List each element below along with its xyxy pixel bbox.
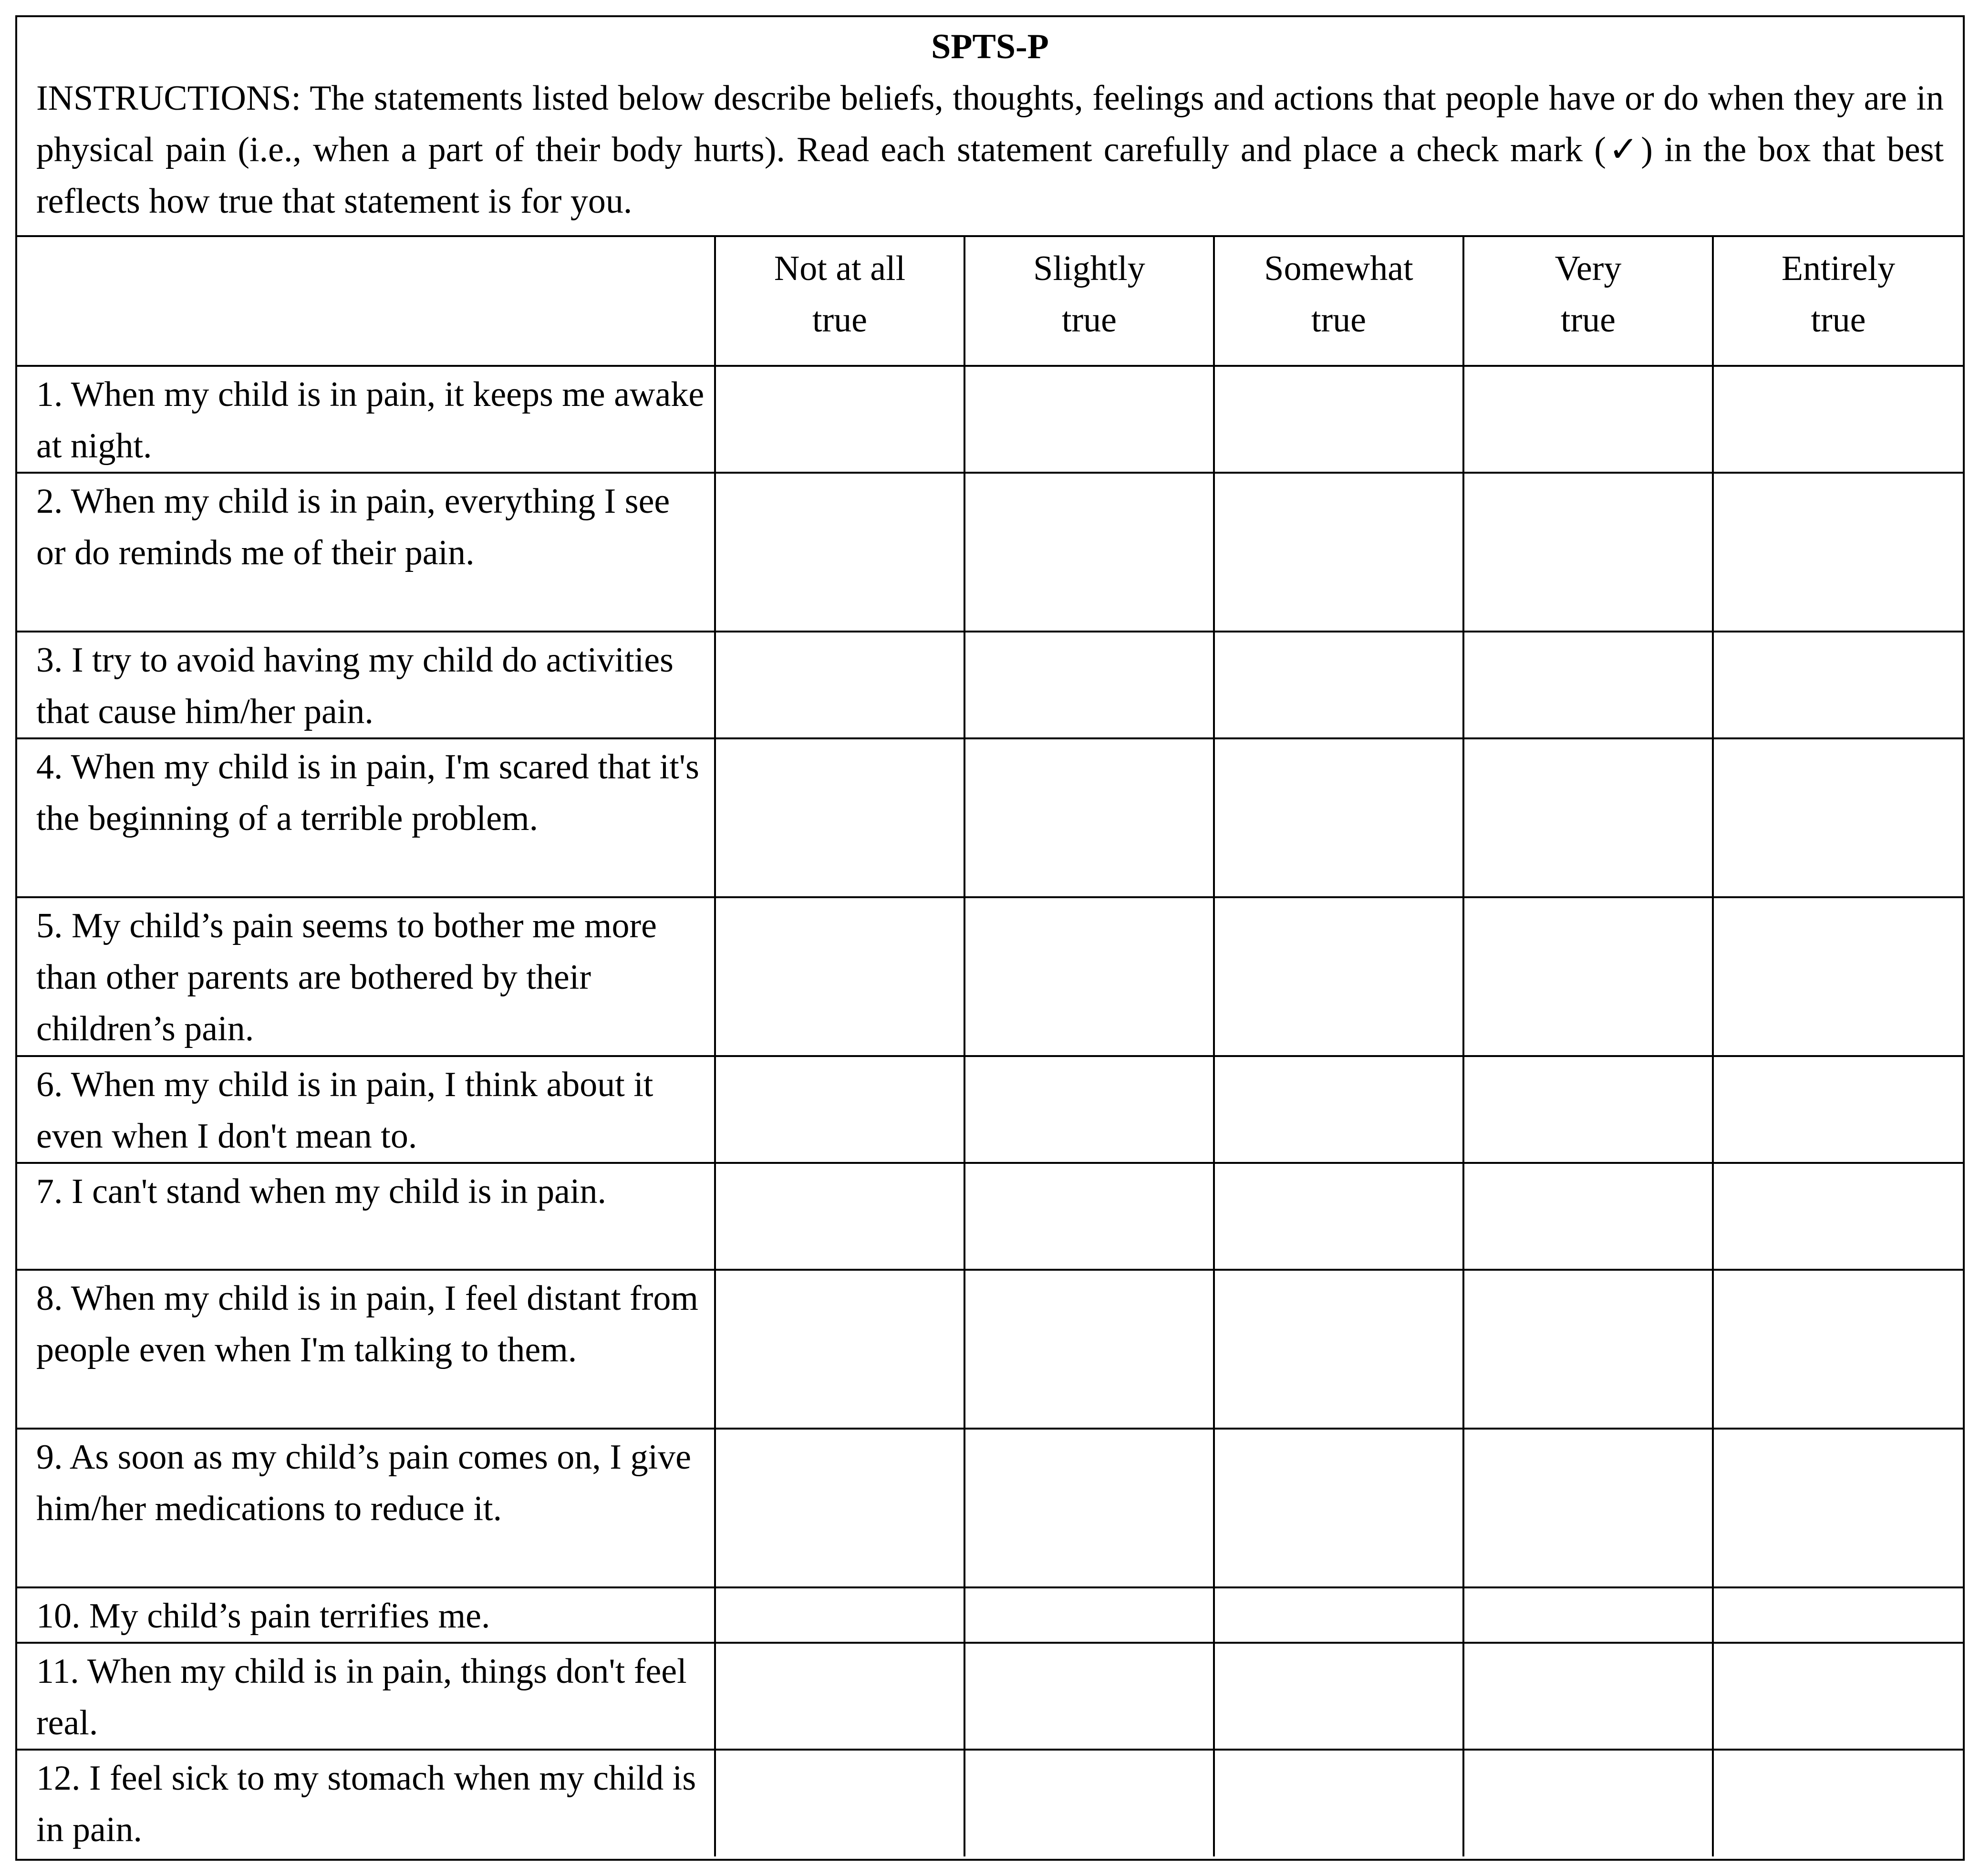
item-statement: 12. I feel sick to my stomach when my child is in pain. <box>17 1750 715 1856</box>
column-header-label-line2: true <box>1811 301 1866 340</box>
response-box-very-true[interactable] <box>1463 897 1713 1056</box>
response-box-somewhat-true[interactable] <box>1214 1163 1463 1270</box>
response-box-very-true[interactable] <box>1463 473 1713 632</box>
response-box-not-at-all-true[interactable] <box>715 738 964 897</box>
response-box-slightly-true[interactable] <box>964 366 1214 473</box>
column-header-label-line2: true <box>1560 301 1616 340</box>
item-row <box>17 1270 1963 1429</box>
instructions-text: INSTRUCTIONS: The statements listed below describe beliefs, thoughts, feelings and actions that people have or do when they are in physical pain (i.e., when a part of their body hurts). Read each statement carefully and place a check mark (✓) in the box that best reflects how true that statement is for you. <box>36 79 1944 221</box>
form-header <box>17 17 1963 237</box>
item-row <box>17 897 1963 1056</box>
item-statement: 1. When my child is in pain, it keeps me awake at night. <box>17 366 715 473</box>
response-box-not-at-all-true[interactable] <box>715 1587 964 1643</box>
response-box-not-at-all-true[interactable] <box>715 473 964 632</box>
response-box-somewhat-true[interactable] <box>1214 1587 1463 1643</box>
item-statement: 8. When my child is in pain, I feel distant from people even when I'm talking to them. <box>17 1270 715 1429</box>
item-statement: 9. As soon as my child’s pain comes on, I give him/her medications to reduce it. <box>17 1429 715 1587</box>
column-header-somewhat-true <box>1214 237 1463 366</box>
response-box-slightly-true[interactable] <box>964 1587 1214 1643</box>
statement-column-header <box>17 237 715 366</box>
response-box-not-at-all-true[interactable] <box>715 897 964 1056</box>
item-row <box>17 632 1963 738</box>
response-box-not-at-all-true[interactable] <box>715 1643 964 1750</box>
response-box-entirely-true[interactable] <box>1713 366 1963 473</box>
response-box-very-true[interactable] <box>1463 366 1713 473</box>
column-header-not-at-all-true <box>715 237 964 366</box>
response-box-somewhat-true[interactable] <box>1214 632 1463 738</box>
response-box-very-true[interactable] <box>1463 1429 1713 1587</box>
item-row <box>17 473 1963 632</box>
column-header-slightly-true <box>964 237 1214 366</box>
response-box-slightly-true[interactable] <box>964 1270 1214 1429</box>
response-box-entirely-true[interactable] <box>1713 473 1963 632</box>
response-box-somewhat-true[interactable] <box>1214 1429 1463 1587</box>
response-box-slightly-true[interactable] <box>964 897 1214 1056</box>
response-box-slightly-true[interactable] <box>964 1429 1214 1587</box>
response-grid <box>17 237 1963 1856</box>
response-box-slightly-true[interactable] <box>964 738 1214 897</box>
response-box-very-true[interactable] <box>1463 632 1713 738</box>
response-box-entirely-true[interactable] <box>1713 1750 1963 1856</box>
response-box-very-true[interactable] <box>1463 1643 1713 1750</box>
response-box-not-at-all-true[interactable] <box>715 1056 964 1163</box>
response-box-slightly-true[interactable] <box>964 473 1214 632</box>
item-row <box>17 1750 1963 1856</box>
response-box-slightly-true[interactable] <box>964 632 1214 738</box>
item-statement: 3. I try to avoid having my child do activities that cause him/her pain. <box>17 632 715 738</box>
response-box-somewhat-true[interactable] <box>1214 473 1463 632</box>
column-header-very-true <box>1463 237 1713 366</box>
response-box-entirely-true[interactable] <box>1713 738 1963 897</box>
item-row <box>17 1429 1963 1587</box>
item-row <box>17 1056 1963 1163</box>
item-statement: 4. When my child is in pain, I'm scared that it's the beginning of a terrible problem. <box>17 738 715 897</box>
response-box-very-true[interactable] <box>1463 1163 1713 1270</box>
item-row <box>17 738 1963 897</box>
response-box-somewhat-true[interactable] <box>1214 1643 1463 1750</box>
response-box-not-at-all-true[interactable] <box>715 1750 964 1856</box>
response-box-slightly-true[interactable] <box>964 1056 1214 1163</box>
response-box-not-at-all-true[interactable] <box>715 1270 964 1429</box>
response-box-entirely-true[interactable] <box>1713 1643 1963 1750</box>
response-box-entirely-true[interactable] <box>1713 1056 1963 1163</box>
column-header-label-line2: true <box>1311 301 1367 340</box>
response-box-entirely-true[interactable] <box>1713 1587 1963 1643</box>
column-header-label-line1: Slightly <box>1033 249 1145 288</box>
response-box-very-true[interactable] <box>1463 1587 1713 1643</box>
item-row <box>17 1643 1963 1750</box>
response-box-not-at-all-true[interactable] <box>715 1163 964 1270</box>
response-box-entirely-true[interactable] <box>1713 632 1963 738</box>
response-box-somewhat-true[interactable] <box>1214 1270 1463 1429</box>
item-statement: 10. My child’s pain terrifies me. <box>17 1587 715 1643</box>
response-box-not-at-all-true[interactable] <box>715 366 964 473</box>
column-header-label-line2: true <box>812 301 868 340</box>
column-header-label-line1: Entirely <box>1781 249 1896 288</box>
response-box-very-true[interactable] <box>1463 1270 1713 1429</box>
response-box-somewhat-true[interactable] <box>1214 738 1463 897</box>
item-statement: 7. I can't stand when my child is in pain. <box>17 1163 715 1270</box>
questionnaire-form <box>15 15 1965 1861</box>
column-header-label-line1: Somewhat <box>1264 249 1413 288</box>
response-box-not-at-all-true[interactable] <box>715 1429 964 1587</box>
item-row <box>17 366 1963 473</box>
form-title: SPTS-P <box>931 27 1049 66</box>
response-box-very-true[interactable] <box>1463 1750 1713 1856</box>
response-box-slightly-true[interactable] <box>964 1750 1214 1856</box>
column-header-entirely-true <box>1713 237 1963 366</box>
response-box-somewhat-true[interactable] <box>1214 1056 1463 1163</box>
response-box-slightly-true[interactable] <box>964 1643 1214 1750</box>
response-box-not-at-all-true[interactable] <box>715 632 964 738</box>
response-box-very-true[interactable] <box>1463 738 1713 897</box>
column-header-label-line2: true <box>1061 301 1117 340</box>
response-box-slightly-true[interactable] <box>964 1163 1214 1270</box>
column-header-row <box>17 237 1963 366</box>
response-box-somewhat-true[interactable] <box>1214 897 1463 1056</box>
item-row <box>17 1587 1963 1643</box>
column-header-label-line1: Not at all <box>774 249 906 288</box>
item-statement: 2. When my child is in pain, everything I see or do reminds me of their pain. <box>17 473 715 632</box>
response-box-very-true[interactable] <box>1463 1056 1713 1163</box>
item-statement: 11. When my child is in pain, things don't feel real. <box>17 1643 715 1750</box>
response-box-somewhat-true[interactable] <box>1214 366 1463 473</box>
column-header-label-line1: Very <box>1555 249 1622 288</box>
response-box-entirely-true[interactable] <box>1713 1163 1963 1270</box>
response-box-entirely-true[interactable] <box>1713 1429 1963 1587</box>
item-statement: 5. My child’s pain seems to bother me more than other parents are bothered by their children’s pain. <box>17 897 715 1056</box>
response-box-entirely-true[interactable] <box>1713 897 1963 1056</box>
response-box-entirely-true[interactable] <box>1713 1270 1963 1429</box>
item-row <box>17 1163 1963 1270</box>
response-box-somewhat-true[interactable] <box>1214 1750 1463 1856</box>
item-statement: 6. When my child is in pain, I think about it even when I don't mean to. <box>17 1056 715 1163</box>
